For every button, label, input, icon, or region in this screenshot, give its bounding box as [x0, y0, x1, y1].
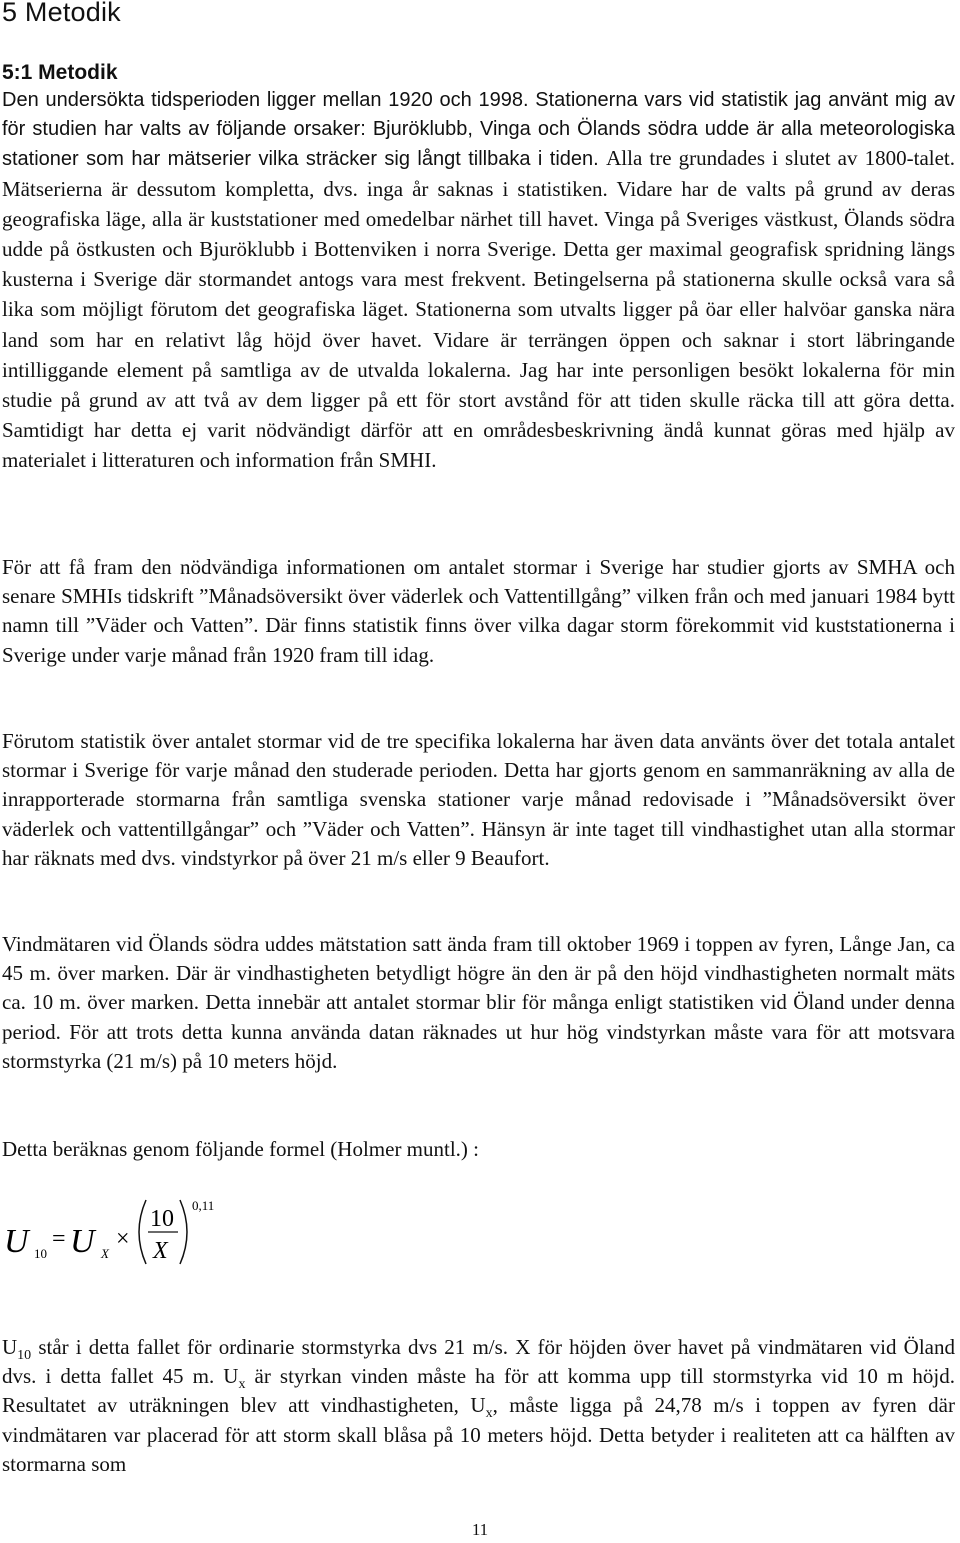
formula-denominator: X — [153, 1238, 168, 1264]
formula-left-paren — [139, 1200, 146, 1264]
wind-formula — [0, 1180, 300, 1280]
explanation-part-c: , måste ligga på 24,78 m/s i toppen av fyren där vindmätaren var placerad för att storm skall blåsa på 10 meters höjd. Detta betyder i realiteten att ca hälften av stormarna som — [2, 1393, 955, 1476]
ux-subscript-2: x — [485, 1406, 493, 1422]
paragraph-formula-intro: Detta beräknas genom följande formel (Holmer muntl.) : — [2, 1137, 480, 1161]
chapter-heading: 5 Metodik — [2, 0, 121, 27]
paragraph-wind-meter: Vindmätaren vid Ölands södra uddes mätstation satt ända fram till oktober 1969 i toppen av fyren, Långe Jan, ca 45 m. över marken. Där är vindhastigheten betydligt högre än den är på den höjd vindhastigheten normalt mäts ca. 10 m. över marken. Detta innebär att antalet stormar blir för många enligt statistiken vid Öland under denna period. För att trots detta kunna använda datan räknades ut hur hög vindstyrkan måste vara för att motsvara stormstyrka (21 m/s) på 10 meters höjd. — [2, 932, 955, 1073]
paragraph-intro-serif: Alla tre grundades i slutet av 1800-talet. Mätserierna är dessutom kompletta, dvs. inga år saknas i statistiken. Vidare har de valts på grund av deras geografiska läge, alla är kuststationer med omedelbar närhet till havet. Vinga på Sveriges västkust, Ölands södra udde på östkusten och Bjuröklubb i Bottenviken i norra Sverige. Detta ger maximal geografisk spridning längs kusterna i Sverige där stormandet antogs vara mest frekvent. Betingelserna på stationerna skulle också vara så lika som möjligt förutom det geografiska läget. Stationerna som utvalts ligger på öar eller halvöar ganska nära land som har en relativt låg höjd över havet. Vidare är terrängen öppen och saknar i stort läbringande intilliggande element på samtliga av de utvalda lokalerna. Jag har inte personligen besökt lokalerna för min studie på grund av att två av dem ligger på ett för stort avstånd för att tiden skulle räcka till att göra detta. Samtidigt har detta ej varit nödvändigt därför att en områdesbeskrivning ändå kunnat göras med hjälp av materialet i litteraturen och information från SMHI. — [2, 146, 956, 473]
formula-right-paren — [180, 1200, 187, 1264]
u10-subscript: 10 — [17, 1348, 32, 1364]
u10-symbol: U — [2, 1335, 18, 1359]
formula-u-sub: X — [101, 1246, 109, 1261]
explanation-part-b: är styrkan vinden måste ha för att komma upp till stormstyrka vid 10 m höjd. Resultatet av uträkningen blev att vindhastigheten, U — [2, 1364, 955, 1418]
ux-subscript: x — [238, 1377, 246, 1393]
formula-u: U — [70, 1223, 95, 1260]
paragraph-total-storms: Förutom statistik över antalet stormar vid de tre specifika lokalerna har även data använts över det totala antalet stormar i Sverige för varje månad den studerade perioden. Detta har gjorts genom en sammanräkning av alla de inrapporterade stormarna från samtliga svenska stationer varje månad redovisade i ”Månadsöversikt över väderlek och vattentillgångar” och ”Väder och Vatten”. Hänsyn är inte taget till vindhastighet utan alla stormar har räknats med dvs. vindstyrkor på över 21 m/s eller 9 Beaufort. — [2, 729, 955, 870]
explanation-part-a: står i detta fallet för ordinarie stormstyrka dvs 21 m/s. X för höjden över havet på vindmätaren vid Öland dvs. i detta fallet 45 m. U — [2, 1335, 955, 1389]
section-heading: 5:1 Metodik — [2, 61, 118, 84]
paragraph-formula-explanation — [2, 1333, 955, 1479]
paragraph-intro-sans: Den undersökta tidsperioden ligger mellan 1920 och 1998. Stationerna vars vid statistik jag använt mig av för studien har valts av följande orsaker: Bjuröklubb, Vinga och Ölands södra udde är alla meteorologiska stationer som har mätserier vilka sträcker sig långt tillbaka i tiden. — [2, 89, 955, 171]
page-number: 11 — [471, 1520, 489, 1539]
formula-times: × — [116, 1226, 130, 1252]
formula-numerator: 10 — [150, 1206, 174, 1232]
formula-equals: = — [52, 1226, 66, 1252]
formula-lhs-sub: 10 — [34, 1246, 47, 1261]
paragraph-sources: För att få fram den nödvändiga informationen om antalet stormar i Sverige har studier gjorts av SMHA och senare SMHIs tidskrift ”Månadsöversikt över väderlek och Vattentillgång” vilken från och med januari 1984 bytt namn till ”Väder och Vatten”. Där finns statistik finns över vilka dagar storm förekommit vid kuststationerna i Sverige under varje månad från 1920 fram till idag. — [2, 555, 955, 667]
formula-lhs: U — [4, 1223, 29, 1260]
formula-exponent: 0,11 — [192, 1198, 215, 1213]
paragraph-intro — [2, 86, 955, 477]
